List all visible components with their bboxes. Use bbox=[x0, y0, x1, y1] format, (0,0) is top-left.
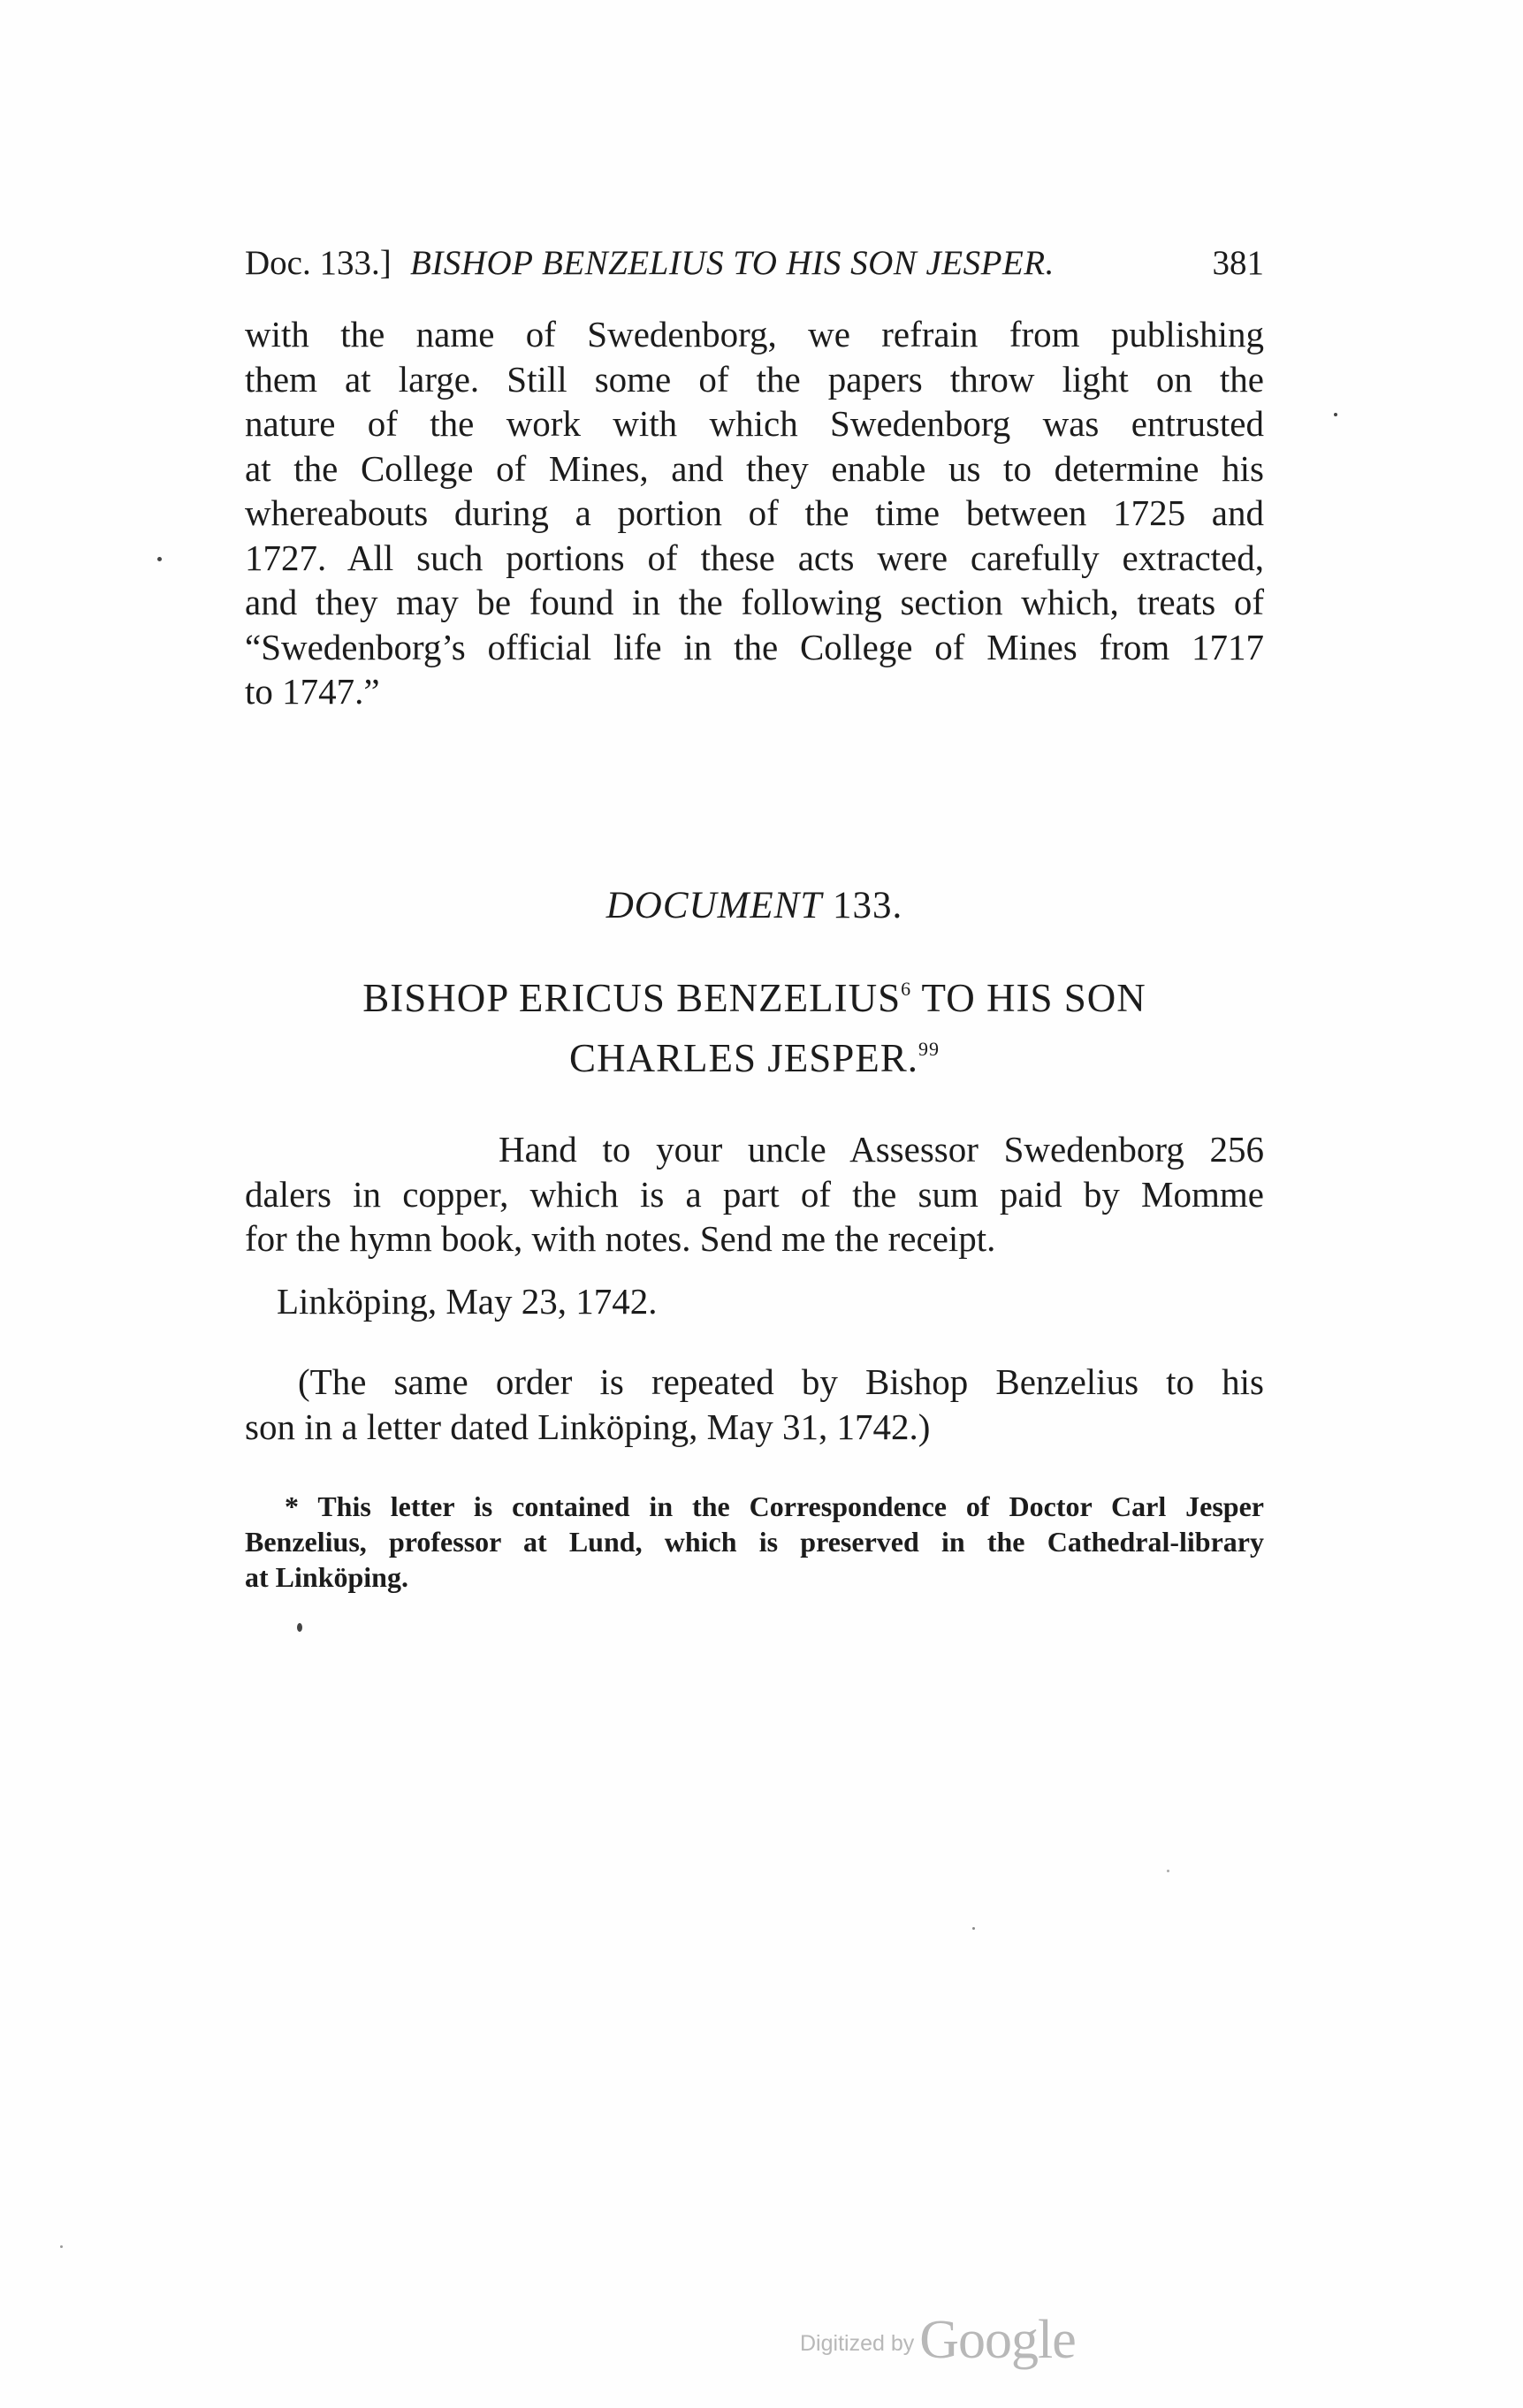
google-logo: Google bbox=[919, 2310, 1076, 2370]
letter-title bbox=[245, 964, 1264, 1084]
scan-speck bbox=[1334, 413, 1337, 416]
letter-title-text: CHARLES JESPER. bbox=[568, 1036, 919, 1080]
note-line: son in a letter dated Linköping, May 31, 1742.) bbox=[245, 1406, 931, 1447]
footnote bbox=[245, 1489, 1264, 1595]
footnote-ref: 6 bbox=[901, 978, 912, 1000]
scan-speck bbox=[297, 1623, 302, 1632]
document-heading-number: 133. bbox=[833, 885, 903, 926]
intro-line: nature of the work with which Swedenborg was entrusted bbox=[245, 403, 1264, 444]
letter-title-text: BISHOP ERICUS BENZELIUS bbox=[362, 976, 902, 1020]
letter-line: Hand to your uncle Assessor Swedenborg 256 bbox=[499, 1129, 1264, 1170]
intro-line: whereabouts during a portion of the time between 1725 and bbox=[245, 492, 1264, 533]
scan-speck bbox=[972, 1927, 975, 1930]
footnote-line: * This letter is contained in the Correspondence of Doctor Carl Jesper bbox=[285, 1490, 1264, 1522]
running-head-doc-ref: Doc. 133.] bbox=[245, 244, 392, 282]
document-heading-label: DOCUMENT bbox=[605, 885, 823, 926]
running-head-title: BISHOP BENZELIUS TO HIS SON JESPER. bbox=[410, 244, 1055, 282]
digitized-by-google-watermark bbox=[800, 2309, 1076, 2370]
footnote-line: Benzelius, professor at Lund, which is preserved in the Cathedral-library bbox=[245, 1526, 1264, 1558]
intro-line: 1727. All such portions of these acts were carefully extracted, bbox=[245, 537, 1264, 578]
letter-title-line-1 bbox=[245, 964, 1264, 1024]
letter-title-line-2 bbox=[245, 1024, 1264, 1084]
intro-paragraph bbox=[245, 312, 1264, 714]
intro-line: at the College of Mines, and they enable us to determine his bbox=[245, 447, 1264, 489]
scan-speck bbox=[157, 557, 162, 561]
letter-line: for the hymn book, with notes. Send me the receipt. bbox=[245, 1218, 996, 1259]
scan-speck bbox=[60, 2245, 63, 2248]
page-number: 381 bbox=[1212, 244, 1264, 282]
dateline: Linköping, May 23, 1742. bbox=[277, 1281, 658, 1322]
running-head bbox=[245, 237, 1264, 290]
letter-title-text: TO HIS SON bbox=[911, 976, 1146, 1020]
intro-line: with the name of Swedenborg, we refrain from publishing bbox=[245, 314, 1264, 354]
scan-speck bbox=[1167, 1870, 1169, 1872]
watermark-prefix: Digitized by bbox=[800, 2331, 915, 2356]
note-line: (The same order is repeated by Bishop Benzelius to his bbox=[298, 1361, 1264, 1402]
intro-line: and they may be found in the following section which, treats of bbox=[245, 582, 1264, 622]
intro-line: “Swedenborg’s official life in the College of Mines from 1717 bbox=[245, 626, 1264, 667]
intro-line: to 1747.” bbox=[245, 671, 380, 712]
document-heading bbox=[245, 880, 1264, 933]
footnote-ref: 99 bbox=[918, 1038, 940, 1060]
letter-body bbox=[245, 1127, 1264, 1261]
footnote-line: at Linköping. bbox=[245, 1561, 408, 1593]
editorial-note bbox=[245, 1360, 1264, 1449]
intro-line: them at large. Still some of the papers throw light on the bbox=[245, 358, 1264, 400]
letter-line: dalers in copper, which is a part of the sum paid by Momme bbox=[245, 1173, 1264, 1215]
